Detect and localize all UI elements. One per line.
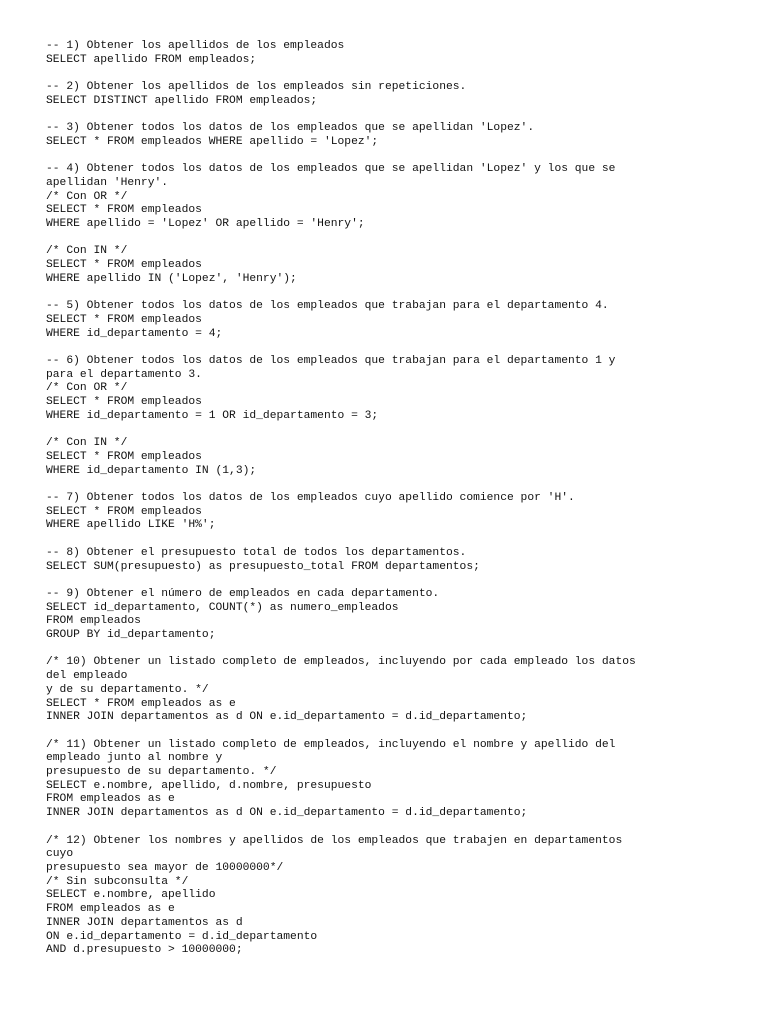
code-line: /* Con IN */ xyxy=(46,245,128,258)
blank-line xyxy=(46,574,746,588)
code-line: presupuesto sea mayor de 10000000*/ xyxy=(46,861,284,874)
blank-line xyxy=(46,341,746,355)
code-line: WHERE id_departamento IN (1,3); xyxy=(46,464,257,477)
code-line: FROM empleados xyxy=(46,615,141,628)
code-line: WHERE apellido IN ('Lopez', 'Henry'); xyxy=(46,272,297,285)
code-line: y de su departamento. */ xyxy=(46,683,209,696)
code-line: -- 6) Obtener todos los datos de los empleados que trabajan para el departamento 1 y xyxy=(46,355,616,368)
code-line: SELECT id_departamento, COUNT(*) as numero_empleados xyxy=(46,601,399,614)
code-line: FROM empleados as e xyxy=(46,793,175,806)
code-line: -- 1) Obtener los apellidos de los empleados xyxy=(46,40,345,52)
code-line: -- 8) Obtener el presupuesto total de todos los departamentos. xyxy=(46,546,467,559)
code-line: WHERE id_departamento = 4; xyxy=(46,327,223,340)
code-line: INNER JOIN departamentos as d ON e.id_departamento = d.id_departamento; xyxy=(46,807,528,820)
blank-line xyxy=(46,67,746,81)
code-line: SELECT apellido FROM empleados; xyxy=(46,53,257,66)
code-line: SELECT * FROM empleados xyxy=(46,505,202,518)
blank-line xyxy=(46,725,746,739)
code-line: para el departamento 3. xyxy=(46,368,202,381)
blank-line xyxy=(46,533,746,547)
code-line: /* 10) Obtener un listado completo de empleados, incluyendo por cada empleado los datos xyxy=(46,656,636,669)
code-line: INNER JOIN departamentos as d ON e.id_departamento = d.id_departamento; xyxy=(46,711,528,724)
code-line: FROM empleados as e xyxy=(46,903,175,916)
code-line: /* 12) Obtener los nombres y apellidos de los empleados que trabajen en departamentos xyxy=(46,834,623,847)
code-line: AND d.presupuesto > 10000000; xyxy=(46,944,243,957)
code-line: /* Sin subconsulta */ xyxy=(46,875,189,888)
code-line: WHERE apellido = 'Lopez' OR apellido = 'Henry'; xyxy=(46,218,365,231)
code-line: -- 9) Obtener el número de empleados en cada departamento. xyxy=(46,587,440,600)
code-line: -- 2) Obtener los apellidos de los empleados sin repeticiones. xyxy=(46,81,467,94)
blank-line xyxy=(46,109,746,123)
code-line: -- 4) Obtener todos los datos de los empleados que se apellidan 'Lopez' y los que se xyxy=(46,163,616,176)
code-line: SELECT * FROM empleados xyxy=(46,204,202,217)
blank-line xyxy=(46,424,746,438)
code-line: -- 3) Obtener todos los datos de los empleados que se apellidan 'Lopez'. xyxy=(46,122,535,135)
code-line: INNER JOIN departamentos as d xyxy=(46,916,243,929)
code-line: /* Con OR */ xyxy=(46,190,128,203)
blank-line xyxy=(46,478,746,492)
code-line: ON e.id_departamento = d.id_departamento xyxy=(46,930,318,943)
code-line: SELECT e.nombre, apellido xyxy=(46,889,216,902)
code-line: SELECT SUM(presupuesto) as presupuesto_total FROM departamentos; xyxy=(46,560,480,573)
code-line: del empleado xyxy=(46,670,128,683)
blank-line xyxy=(46,821,746,835)
code-line: GROUP BY id_departamento; xyxy=(46,629,216,642)
code-line: SELECT * FROM empleados xyxy=(46,259,202,272)
code-line: SELECT * FROM empleados xyxy=(46,313,202,326)
blank-line xyxy=(46,287,746,301)
code-line: -- 7) Obtener todos los datos de los empleados cuyo apellido comience por 'H'. xyxy=(46,492,575,505)
code-line: SELECT * FROM empleados xyxy=(46,450,202,463)
code-line: presupuesto de su departamento. */ xyxy=(46,766,277,779)
code-line: /* 11) Obtener un listado completo de empleados, incluyendo el nombre y apellido del xyxy=(46,738,616,751)
code-line: empleado junto al nombre y xyxy=(46,752,223,765)
code-line: apellidan 'Henry'. xyxy=(46,176,169,189)
code-line: -- 5) Obtener todos los datos de los empleados que trabajan para el departamento 4. xyxy=(46,300,609,313)
code-line: WHERE id_departamento = 1 OR id_departamento = 3; xyxy=(46,409,379,422)
blank-line xyxy=(46,643,746,657)
sql-document xyxy=(46,40,746,958)
code-line: SELECT * FROM empleados xyxy=(46,396,202,409)
code-line: SELECT * FROM empleados WHERE apellido = 'Lopez'; xyxy=(46,135,379,148)
code-line: SELECT * FROM empleados as e xyxy=(46,697,236,710)
blank-line xyxy=(46,150,746,164)
code-line: WHERE apellido LIKE 'H%'; xyxy=(46,519,216,532)
code-line: /* Con OR */ xyxy=(46,382,128,395)
code-line: /* Con IN */ xyxy=(46,437,128,450)
blank-line xyxy=(46,232,746,246)
code-line: cuyo xyxy=(46,848,74,861)
code-line: SELECT e.nombre, apellido, d.nombre, presupuesto xyxy=(46,779,372,792)
code-line: SELECT DISTINCT apellido FROM empleados; xyxy=(46,94,318,107)
